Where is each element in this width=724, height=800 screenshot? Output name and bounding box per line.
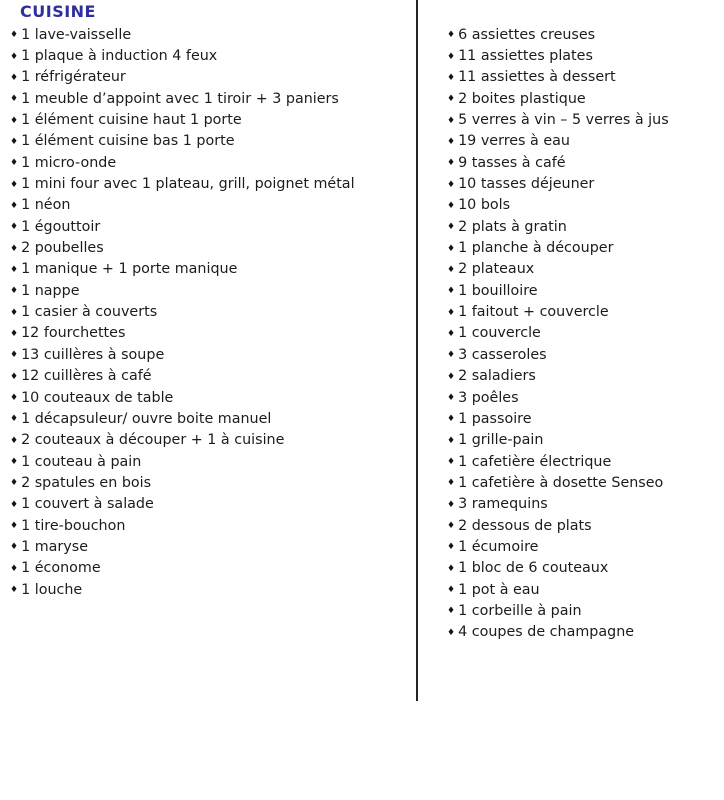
list-item-label: 1 bloc de 6 couteaux bbox=[458, 560, 609, 577]
list-item bbox=[10, 515, 410, 536]
list-item-label: 2 boites plastique bbox=[458, 90, 586, 107]
diamond-bullet-icon: ♦ bbox=[10, 563, 19, 574]
list-item-label: 1 réfrigérateur bbox=[21, 69, 126, 86]
list-item bbox=[10, 173, 410, 194]
list-item bbox=[10, 45, 410, 66]
list-item bbox=[447, 237, 717, 258]
page-title: CUISINE bbox=[20, 2, 96, 21]
diamond-bullet-icon: ♦ bbox=[447, 371, 456, 382]
list-item-label: 1 couvert à salade bbox=[21, 496, 154, 513]
list-item-label: 1 mini four avec 1 plateau, grill, poignet métal bbox=[21, 176, 355, 193]
diamond-bullet-icon: ♦ bbox=[447, 264, 456, 275]
list-item-label: 2 couteaux à découper + 1 à cuisine bbox=[21, 432, 285, 449]
diamond-bullet-icon: ♦ bbox=[10, 136, 19, 147]
diamond-bullet-icon: ♦ bbox=[447, 542, 456, 553]
list-item bbox=[447, 323, 717, 344]
diamond-bullet-icon: ♦ bbox=[447, 521, 456, 532]
list-item-label: 2 plats à gratin bbox=[458, 218, 567, 235]
list-item-label: 12 cuillères à café bbox=[21, 368, 152, 385]
column-divider-line bbox=[416, 0, 418, 701]
list-item bbox=[10, 408, 410, 429]
list-item-label: 1 décapsuleur/ ouvre boite manuel bbox=[21, 410, 272, 427]
list-item-label: 10 tasses déjeuner bbox=[458, 176, 595, 193]
list-item-label: 1 maryse bbox=[21, 538, 88, 555]
diamond-bullet-icon: ♦ bbox=[10, 158, 19, 169]
list-item bbox=[10, 67, 410, 88]
list-item-label: 2 saladiers bbox=[458, 368, 536, 385]
list-item-label: 5 verres à vin – 5 verres à jus bbox=[458, 112, 669, 129]
diamond-bullet-icon: ♦ bbox=[447, 499, 456, 510]
diamond-bullet-icon: ♦ bbox=[10, 94, 19, 105]
diamond-bullet-icon: ♦ bbox=[10, 457, 19, 468]
list-item bbox=[447, 387, 717, 408]
diamond-bullet-icon: ♦ bbox=[10, 264, 19, 275]
diamond-bullet-icon: ♦ bbox=[447, 94, 456, 105]
list-item-label: 1 cafetière à dosette Senseo bbox=[458, 474, 664, 491]
diamond-bullet-icon: ♦ bbox=[10, 179, 19, 190]
diamond-bullet-icon: ♦ bbox=[447, 30, 456, 41]
list-item bbox=[10, 237, 410, 258]
list-item-label: 1 casier à couverts bbox=[21, 304, 158, 321]
list-item-label: 4 coupes de champagne bbox=[458, 624, 635, 641]
list-item bbox=[447, 173, 717, 194]
diamond-bullet-icon: ♦ bbox=[447, 585, 456, 596]
diamond-bullet-icon: ♦ bbox=[10, 286, 19, 297]
diamond-bullet-icon: ♦ bbox=[447, 457, 456, 468]
diamond-bullet-icon: ♦ bbox=[447, 179, 456, 190]
list-item-label: 1 néon bbox=[21, 197, 71, 214]
diamond-bullet-icon: ♦ bbox=[447, 328, 456, 339]
list-item-label: 1 couteau à pain bbox=[21, 453, 142, 470]
list-item-label: 2 plateaux bbox=[458, 261, 535, 278]
list-item-label: 1 grille-pain bbox=[458, 432, 544, 449]
list-item bbox=[447, 366, 717, 387]
list-item-label: 1 planche à découper bbox=[458, 240, 614, 257]
right-column-list bbox=[447, 24, 717, 643]
list-item bbox=[447, 88, 717, 109]
diamond-bullet-icon: ♦ bbox=[10, 115, 19, 126]
list-item bbox=[447, 600, 717, 621]
list-item bbox=[447, 152, 717, 173]
diamond-bullet-icon: ♦ bbox=[447, 200, 456, 211]
list-item bbox=[447, 67, 717, 88]
list-item bbox=[10, 88, 410, 109]
list-item bbox=[10, 216, 410, 237]
list-item bbox=[447, 494, 717, 515]
list-item bbox=[10, 451, 410, 472]
diamond-bullet-icon: ♦ bbox=[10, 393, 19, 404]
list-item bbox=[447, 109, 717, 130]
list-item bbox=[10, 558, 410, 579]
diamond-bullet-icon: ♦ bbox=[10, 542, 19, 553]
diamond-bullet-icon: ♦ bbox=[10, 371, 19, 382]
list-item bbox=[447, 280, 717, 301]
diamond-bullet-icon: ♦ bbox=[447, 350, 456, 361]
list-item-label: 10 couteaux de table bbox=[21, 389, 174, 406]
diamond-bullet-icon: ♦ bbox=[447, 627, 456, 638]
list-item bbox=[447, 216, 717, 237]
list-item-label: 1 égouttoir bbox=[21, 218, 101, 235]
diamond-bullet-icon: ♦ bbox=[10, 243, 19, 254]
diamond-bullet-icon: ♦ bbox=[447, 606, 456, 617]
list-item bbox=[10, 301, 410, 322]
diamond-bullet-icon: ♦ bbox=[10, 307, 19, 318]
list-item bbox=[447, 558, 717, 579]
diamond-bullet-icon: ♦ bbox=[10, 435, 19, 446]
list-item bbox=[10, 494, 410, 515]
list-item bbox=[447, 408, 717, 429]
list-item bbox=[10, 430, 410, 451]
list-item-label: 9 tasses à café bbox=[458, 154, 566, 171]
list-item bbox=[447, 472, 717, 493]
list-item-label: 3 poêles bbox=[458, 389, 519, 406]
list-item bbox=[447, 131, 717, 152]
list-item-label: 3 casseroles bbox=[458, 346, 547, 363]
list-item-label: 1 écumoire bbox=[458, 538, 539, 555]
list-item bbox=[10, 259, 410, 280]
diamond-bullet-icon: ♦ bbox=[447, 51, 456, 62]
list-item bbox=[10, 323, 410, 344]
diamond-bullet-icon: ♦ bbox=[10, 222, 19, 233]
list-item bbox=[10, 24, 410, 45]
list-item-label: 1 élément cuisine haut 1 porte bbox=[21, 112, 242, 129]
list-item bbox=[447, 515, 717, 536]
list-item-label: 10 bols bbox=[458, 197, 511, 214]
list-item-label: 2 poubelles bbox=[21, 240, 104, 257]
list-item-label: 1 couvercle bbox=[458, 325, 541, 342]
list-item-label: 1 élément cuisine bas 1 porte bbox=[21, 133, 235, 150]
diamond-bullet-icon: ♦ bbox=[10, 499, 19, 510]
diamond-bullet-icon: ♦ bbox=[10, 72, 19, 83]
list-item bbox=[447, 259, 717, 280]
diamond-bullet-icon: ♦ bbox=[10, 350, 19, 361]
diamond-bullet-icon: ♦ bbox=[447, 72, 456, 83]
diamond-bullet-icon: ♦ bbox=[447, 115, 456, 126]
list-item-label: 1 faitout + couvercle bbox=[458, 304, 609, 321]
diamond-bullet-icon: ♦ bbox=[10, 478, 19, 489]
list-item bbox=[10, 195, 410, 216]
diamond-bullet-icon: ♦ bbox=[10, 51, 19, 62]
diamond-bullet-icon: ♦ bbox=[447, 222, 456, 233]
list-item-label: 1 nappe bbox=[21, 282, 80, 299]
list-item-label: 1 pot à eau bbox=[458, 581, 540, 598]
diamond-bullet-icon: ♦ bbox=[447, 435, 456, 446]
list-item bbox=[10, 280, 410, 301]
list-item-label: 13 cuillères à soupe bbox=[21, 346, 165, 363]
diamond-bullet-icon: ♦ bbox=[447, 136, 456, 147]
list-item-label: 11 assiettes plates bbox=[458, 48, 593, 65]
diamond-bullet-icon: ♦ bbox=[10, 30, 19, 41]
diamond-bullet-icon: ♦ bbox=[447, 158, 456, 169]
left-column-list bbox=[10, 24, 410, 600]
diamond-bullet-icon: ♦ bbox=[447, 243, 456, 254]
list-item-label: 1 bouilloire bbox=[458, 282, 538, 299]
list-item-label: 3 ramequins bbox=[458, 496, 548, 513]
diamond-bullet-icon: ♦ bbox=[10, 585, 19, 596]
list-item-label: 1 économe bbox=[21, 560, 101, 577]
list-item bbox=[10, 109, 410, 130]
list-item bbox=[447, 45, 717, 66]
list-item bbox=[10, 387, 410, 408]
list-item-label: 11 assiettes à dessert bbox=[458, 69, 616, 86]
list-item-label: 2 spatules en bois bbox=[21, 474, 152, 491]
list-item-label: 2 dessous de plats bbox=[458, 517, 592, 534]
list-item bbox=[447, 24, 717, 45]
diamond-bullet-icon: ♦ bbox=[10, 200, 19, 211]
diamond-bullet-icon: ♦ bbox=[447, 307, 456, 318]
list-item bbox=[10, 344, 410, 365]
list-item bbox=[447, 430, 717, 451]
list-item bbox=[447, 344, 717, 365]
list-item bbox=[447, 536, 717, 557]
list-item-label: 1 meuble d’appoint avec 1 tiroir + 3 paniers bbox=[21, 90, 339, 107]
diamond-bullet-icon: ♦ bbox=[447, 414, 456, 425]
list-item-label: 12 fourchettes bbox=[21, 325, 126, 342]
diamond-bullet-icon: ♦ bbox=[447, 286, 456, 297]
diamond-bullet-icon: ♦ bbox=[447, 393, 456, 404]
list-item bbox=[10, 131, 410, 152]
list-item bbox=[10, 366, 410, 387]
list-item bbox=[10, 536, 410, 557]
list-item bbox=[447, 579, 717, 600]
list-item-label: 1 lave-vaisselle bbox=[21, 26, 132, 43]
list-item bbox=[10, 472, 410, 493]
list-item-label: 1 manique + 1 porte manique bbox=[21, 261, 238, 278]
list-item-label: 1 plaque à induction 4 feux bbox=[21, 48, 218, 65]
list-item bbox=[10, 152, 410, 173]
list-item bbox=[447, 195, 717, 216]
diamond-bullet-icon: ♦ bbox=[10, 328, 19, 339]
diamond-bullet-icon: ♦ bbox=[10, 521, 19, 532]
list-item-label: 19 verres à eau bbox=[458, 133, 570, 150]
list-item-label: 6 assiettes creuses bbox=[458, 26, 596, 43]
list-item-label: 1 louche bbox=[21, 581, 83, 598]
list-item bbox=[447, 301, 717, 322]
list-item-label: 1 cafetière électrique bbox=[458, 453, 612, 470]
diamond-bullet-icon: ♦ bbox=[447, 563, 456, 574]
list-item-label: 1 passoire bbox=[458, 410, 532, 427]
list-item-label: 1 corbeille à pain bbox=[458, 602, 582, 619]
list-item-label: 1 tire-bouchon bbox=[21, 517, 126, 534]
list-item bbox=[447, 622, 717, 643]
diamond-bullet-icon: ♦ bbox=[10, 414, 19, 425]
list-item bbox=[10, 579, 410, 600]
diamond-bullet-icon: ♦ bbox=[447, 478, 456, 489]
list-item-label: 1 micro-onde bbox=[21, 154, 117, 171]
list-item bbox=[447, 451, 717, 472]
